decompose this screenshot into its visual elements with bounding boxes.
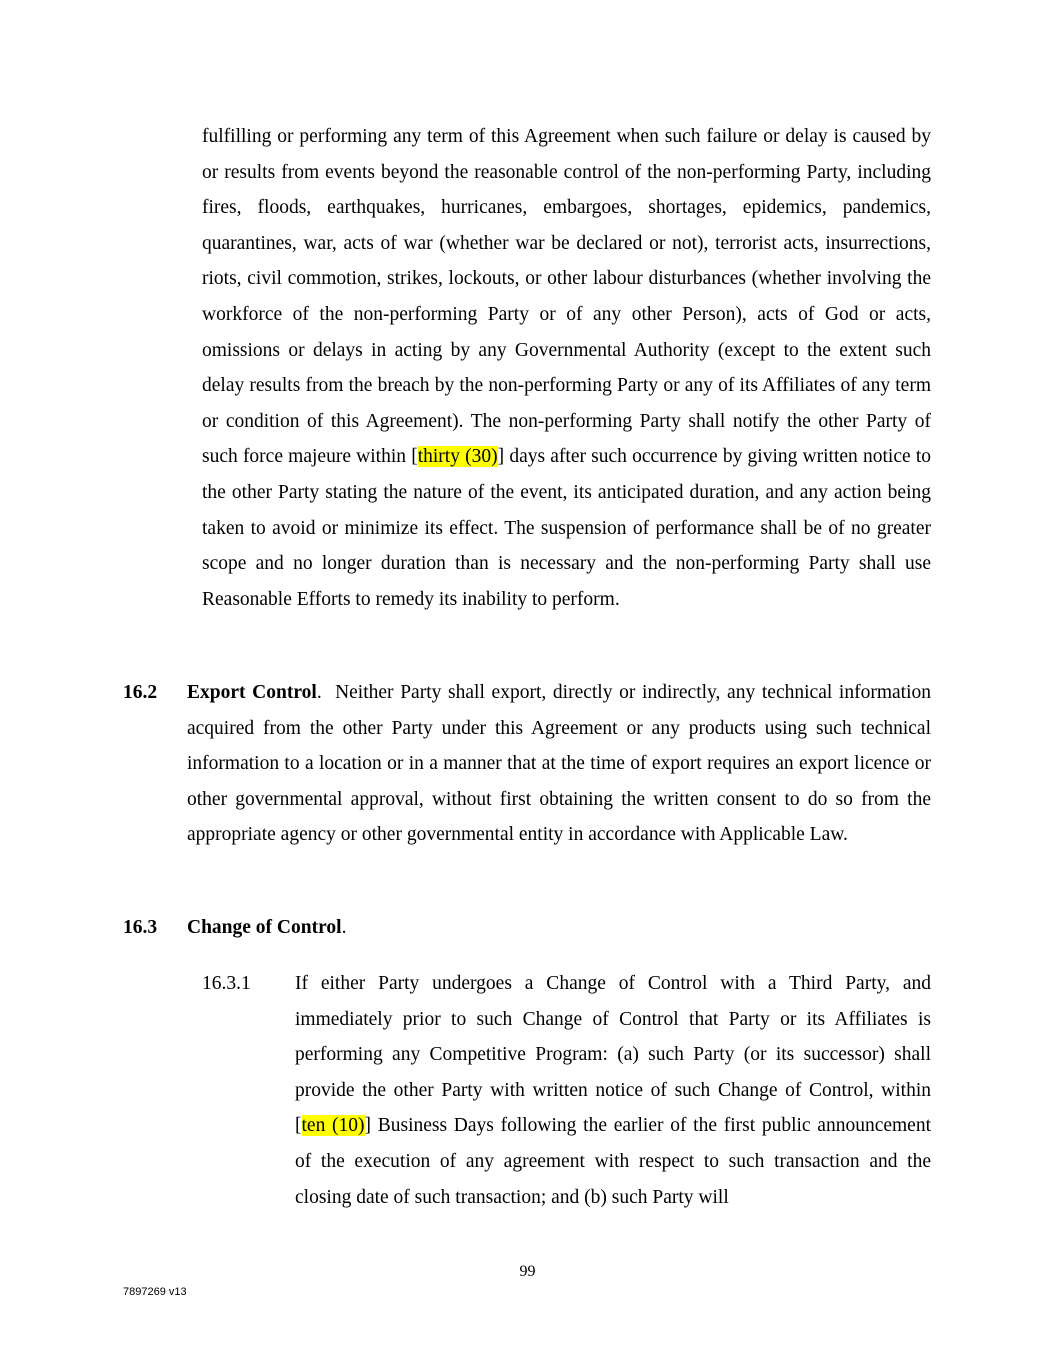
export-control-paragraph [187,675,931,853]
change-of-control-heading-suffix: . [341,917,347,938]
change-of-control-title [187,910,346,946]
section-number-16-2: 16.2 [123,682,158,703]
subsection-text-after: ] Business Days following the earlier of the first public announcement of the execution of any agreement with respect to such transaction and the closing date of such transaction; and (b) such Party will [295,1115,931,1208]
change-of-control-subsection-paragraph [295,966,931,1215]
force-majeure-text-after: ] days after such occurrence by giving written notice to the other Party stating the nature of the event, its anticipated duration, and any action being taken to avoid or minimize its effect. The suspension of performance shall be of no greater scope and no longer duration than is necessary and the non-performing Party shall use Reasonable Efforts to remedy its inability to perform. [202,446,931,610]
change-of-control-heading: Change of Control [187,917,342,938]
highlighted-term-ten-days: ten (10) [301,1115,365,1137]
highlighted-term-thirty-days: thirty (30) [417,446,498,468]
export-control-heading-suffix: . [316,682,322,703]
section-number-16-3: 16.3 [123,917,158,938]
force-majeure-text-before: fulfilling or performing any term of this Agreement when such failure or delay is caused by or results from events beyond the reasonable control of the non-performing Party, including fires, floods, earthquakes, hurricanes, embargoes, shortages, epidemics, pandemics, quarantines, war, acts of war (whether war be declared or not), terrorist acts, insurrections, riots, civil commotion, strikes, lockouts, or other labour disturbances (whether involving the workforce of the non-performing Party or of any other Person), acts of God or acts, omissions or delays in acting by any Governmental Authority (except to the extent such delay results from the breach by the non-performing Party or any of its Affiliates of any term or condition of this Agreement). The non-performing Party shall notify the other Party of such force majeure within [ [202,126,931,468]
force-majeure-paragraph [202,119,931,617]
subsection-text-before: If either Party undergoes a Change of Control with a Third Party, and immediately prior to such Change of Control that Party or its Affiliates is performing any Competitive Program: (a) such Party (or its successor) shall provide the other Party with written notice of such Change of Control, within [ [295,973,931,1137]
export-control-heading: Export Control [187,682,317,703]
export-control-text: Neither Party shall export, directly or indirectly, any technical information acquired from the other Party under this Agreement or any products using such technical information to a location or in a manner that at the time of export requires an export licence or other governmental approval, without first obtaining the written consent to do so from the appropriate agency or other governmental entity in accordance with Applicable Law. [187,682,931,846]
document-id: 7897269 v13 [123,1286,187,1298]
page-number: 99 [519,1263,536,1280]
subsection-number-16-3-1: 16.3.1 [202,973,251,994]
